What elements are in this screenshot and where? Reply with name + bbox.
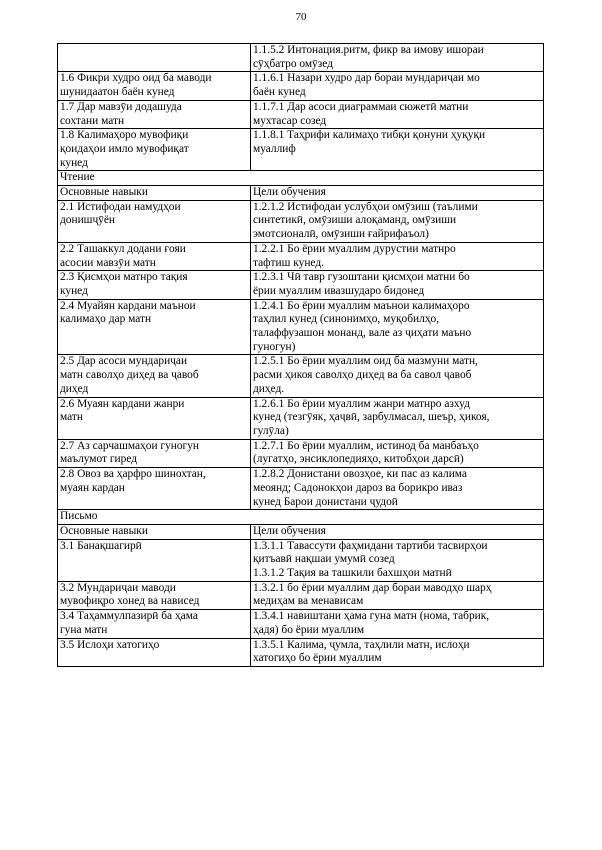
objective-cell [251, 355, 544, 397]
cell-line: матн [60, 411, 83, 424]
cell-line: кунед [60, 284, 88, 297]
cell-line: таҳлил кунед (синонимҳо, муқобилҳо, [253, 313, 440, 326]
table-body [58, 44, 544, 667]
cell-line: 2.3 Қисмҳои матнро тақия [60, 271, 188, 284]
cell-line: донишҷӯён [60, 214, 116, 227]
column-header-skills: Основные навыки [58, 524, 251, 539]
cell-line: 1.2.5.1 Бо ёрии муаллим оид ба мазмуни матн, [253, 355, 478, 368]
cell-line: 1.1.7.1 Дар асоси диаграммаи сюжетӣ матни [253, 100, 469, 113]
objective-cell [251, 610, 544, 638]
objective-cell [251, 100, 544, 128]
cell-line: 1.8 Калимаҳоро мувофиқи [60, 129, 189, 142]
cell-line: калимаҳо дар матн [60, 313, 152, 326]
cell-line: 1.2.7.1 Бо ёрии муаллим, истинод ба манбаъҳо [253, 439, 479, 452]
skill-cell [58, 44, 251, 72]
cell-line: маълумот гиред [60, 453, 138, 466]
cell-line: шунидаатон баён кунед [60, 86, 175, 99]
skill-cell [58, 129, 251, 171]
cell-line: 1.3.5.1 Калима, ҷумла, таҳлили матн, ислоҳи [253, 638, 470, 651]
curriculum-table [57, 43, 544, 667]
skill-cell [58, 299, 251, 355]
cell-line: 3.4 Таҳаммулпазирӣ ба ҳама [60, 610, 198, 623]
cell-line: асосии мавзӯи матн [60, 256, 156, 269]
cell-line: 3.5 Ислоҳи хатогиҳо [60, 638, 160, 651]
cell-line: 3.1 Банақшагирӣ [60, 539, 142, 552]
cell-line: матн саволҳо диҳед ва ҷавоб [60, 369, 199, 382]
table-row [58, 129, 544, 171]
objective-cell [251, 129, 544, 171]
table-row [58, 200, 544, 242]
cell-line: 2.2 Ташаккул додани ғояи [60, 242, 186, 255]
cell-line: гулӯла) [253, 424, 289, 437]
skill-cell [58, 610, 251, 638]
objective-cell [251, 638, 544, 666]
cell-line: 1.6 Фикри худро оид ба маводи [60, 72, 212, 85]
cell-line: синтетикӣ, омӯзиши алоқаманд, омӯзиши [253, 214, 457, 227]
cell-line: 1.1.5.2 Интонация.ритм, фикр ва имову ишораи [253, 44, 484, 56]
header-row [58, 524, 544, 539]
skill-cell [58, 439, 251, 467]
cell-line: 2.6 Муаян кардани жанри [60, 397, 185, 410]
cell-line: диҳед. [253, 382, 285, 395]
cell-line: 1.7 Дар мавзӯи додашуда [60, 100, 182, 113]
cell-line: кунед Барои донистани ҷудоӣ [253, 495, 398, 508]
cell-line: 1.1.6.1 Назари худро дар бораи мундариҷаи мо [253, 72, 480, 85]
cell-line: муаян кардан [60, 481, 125, 494]
objective-cell [251, 200, 544, 242]
page-number: 70 [295, 11, 307, 23]
table-row [58, 355, 544, 397]
cell-line: гуна матн [60, 623, 108, 636]
cell-line: 1.3.2.1 бо ёрии муаллим дар бораи маводҳо шарҳ [253, 581, 492, 594]
cell-line: хатогиҳо бо ёрии муаллим [253, 652, 382, 665]
table-row [58, 581, 544, 609]
column-header-goals: Цели обучения [251, 186, 544, 201]
cell-line: эмотсионалӣ, омӯзиши ғайрифаъол) [253, 228, 429, 241]
skill-cell [58, 100, 251, 128]
cell-line: қоидаҳои имло мувофиқат [60, 142, 189, 155]
cell-line: 1.2.3.1 Чӣ тавр гузоштани қисмҳои матни бо [253, 271, 470, 284]
cell-line: баён кунед [253, 86, 306, 99]
objective-cell [251, 271, 544, 299]
table-row [58, 610, 544, 638]
cell-line: 1.2.8.2 Донистани овозҳое, ки пас аз калима [253, 468, 467, 481]
cell-line: 2.1 Истифодаи намудҳои [60, 200, 181, 213]
table-row [58, 638, 544, 666]
table-row [58, 468, 544, 510]
objective-cell [251, 72, 544, 100]
cell-line: 1.2.1.2 Истифодаи услубҳои омӯзиш (таълими [253, 200, 478, 213]
cell-line: 2.5 Дар асоси мундариҷаи [60, 355, 188, 368]
cell-line: мувофиқро хонед ва нависед [60, 595, 200, 608]
table-row [58, 100, 544, 128]
cell-line: кунед [60, 156, 88, 169]
table-row [58, 299, 544, 355]
table-row [58, 439, 544, 467]
skill-cell [58, 539, 251, 581]
skill-cell [58, 355, 251, 397]
cell-line: 1.1.8.1 Таҳрифи калимаҳо тибқи қонуни ҳуқуқи [253, 129, 486, 142]
cell-line: 1.3.4.1 навиштани ҳама гуна матн (нома, табрик, [253, 610, 490, 623]
table-row [58, 397, 544, 439]
cell-line: ҳадя) бо ёрии муаллим [253, 623, 365, 636]
cell-line: 1.2.4.1 Бо ёрии муаллим маънои калимаҳоро [253, 299, 470, 312]
header-row [58, 186, 544, 201]
cell-line: тафтиш кунед. [253, 256, 324, 269]
skill-cell [58, 581, 251, 609]
table-row [58, 44, 544, 72]
cell-line: 1.2.6.1 Бо ёрии муаллим жанри матнро азхуд [253, 397, 470, 410]
column-header-goals: Цели обучения [251, 524, 544, 539]
cell-line: 2.7 Аз сарчашмаҳои гуногун [60, 439, 200, 452]
section-title: Письмо [58, 510, 544, 525]
cell-line: қитъавӣ нақшаи умумӣ созед [253, 553, 395, 566]
skill-cell [58, 200, 251, 242]
cell-line: гуногун) [253, 340, 296, 353]
cell-line: сохтани матн [60, 114, 125, 127]
objective-cell [251, 44, 544, 72]
cell-line: медиҳам ва менависам [253, 595, 364, 608]
section-row [58, 171, 544, 186]
skill-cell [58, 397, 251, 439]
cell-line: 1.3.1.2 Тақия ва ташкили бахшҳои матнӣ [253, 567, 452, 580]
cell-line: 3.2 Мундариҷаи маводи [60, 581, 176, 594]
cell-line: 1.2.2.1 Бо ёрии муаллим дурустии матнро [253, 242, 456, 255]
skill-cell [58, 638, 251, 666]
table-row [58, 271, 544, 299]
cell-line: ёрии муаллим ивазшударо бидонед [253, 284, 425, 297]
skill-cell [58, 242, 251, 270]
cell-line: кунед (тезгӯяк, ҳаҷвӣ, зарбулмасал, шеър, ҳикоя, [253, 411, 490, 424]
cell-line: 2.8 Овоз ва ҳарфро шинохтан, [60, 468, 206, 481]
cell-line: сӯҳбатро омӯзед [253, 57, 333, 70]
skill-cell [58, 72, 251, 100]
cell-line: расми ҳикоя саволҳо диҳед ва ба савол ҷавоб [253, 369, 472, 382]
objective-cell [251, 439, 544, 467]
objective-cell [251, 468, 544, 510]
cell-line: (лугатҳо, энсиклопедияҳо, китобҳои дарсӣ) [253, 453, 464, 466]
cell-line: талаффузашон монанд, вале аз ҷиҳати маъно [253, 327, 472, 340]
objective-cell [251, 242, 544, 270]
section-title: Чтение [58, 171, 544, 186]
objective-cell [251, 581, 544, 609]
cell-line: муаллиф [253, 142, 296, 155]
objective-cell [251, 539, 544, 581]
cell-line: меоянд; Садонокҳои дароз ва борикро иваз [253, 481, 463, 494]
section-row [58, 510, 544, 525]
skill-cell [58, 468, 251, 510]
cell-line: 2.4 Муайян кардани маънои [60, 299, 196, 312]
cell-line: мухтасар созед [253, 114, 327, 127]
cell-line: диҳед [60, 382, 89, 395]
skill-cell [58, 271, 251, 299]
objective-cell [251, 397, 544, 439]
column-header-skills: Основные навыки [58, 186, 251, 201]
table-row [58, 242, 544, 270]
objective-cell [251, 299, 544, 355]
cell-line: 1.3.1.1 Тавассути фаҳмидани тартиби тасвирҳои [253, 539, 488, 552]
table-row [58, 539, 544, 581]
table-row [58, 72, 544, 100]
